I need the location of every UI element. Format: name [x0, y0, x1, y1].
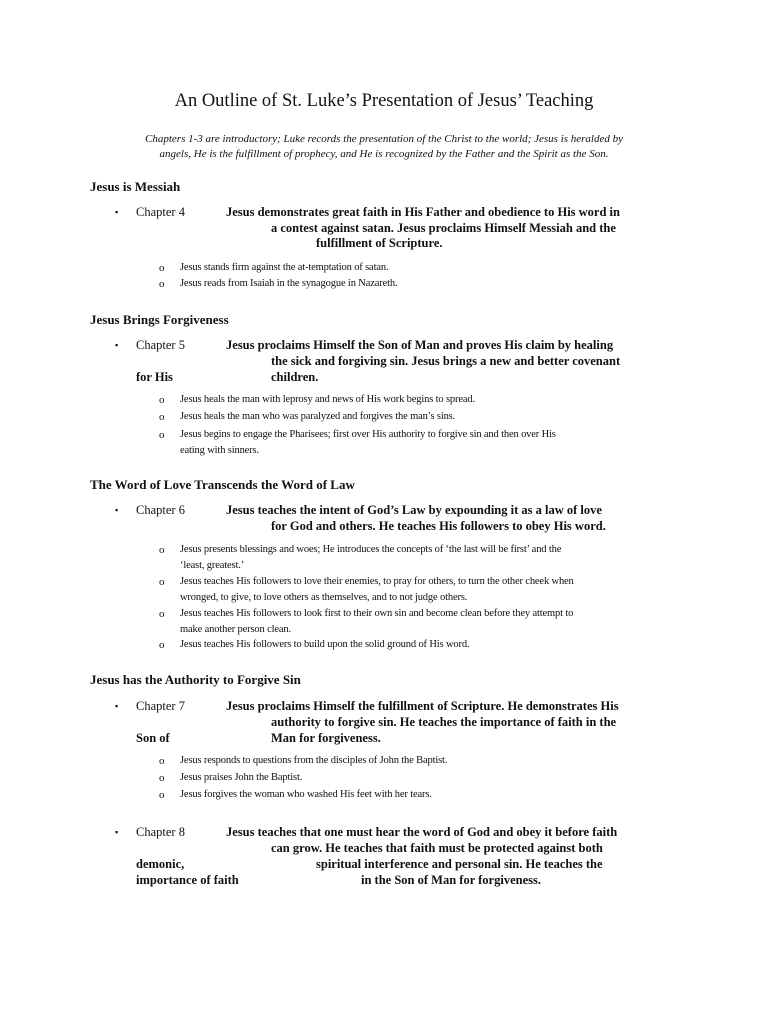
chapter-label: Chapter 8: [136, 825, 185, 839]
sub-bullet-icon: o: [159, 576, 165, 588]
sub-bullet-icon: o: [159, 544, 165, 556]
list-item: Jesus teaches His followers to build upon the solid ground of His word.: [180, 639, 470, 650]
sub-bullet-icon: o: [159, 429, 165, 441]
bullet-icon: ▪: [115, 505, 119, 515]
sub-bullet-icon: o: [159, 755, 165, 767]
chapter-summary-line: Jesus demonstrates great faith in His Father and obedience to His word in: [226, 205, 620, 219]
chapter-summary-line: fulfillment of Scripture.: [316, 236, 443, 250]
list-item: Jesus begins to engage the Pharisees; first over His authority to forgive sin and then over His: [180, 429, 556, 440]
section-heading-messiah: Jesus is Messiah: [90, 179, 181, 194]
sub-bullet-icon: o: [159, 608, 165, 620]
sub-bullet-icon: o: [159, 772, 165, 784]
sub-bullet-icon: o: [159, 394, 165, 406]
bullet-icon: ▪: [115, 340, 119, 350]
sub-bullet-icon: o: [159, 639, 165, 651]
list-item-continuation: ‘least, greatest.’: [180, 560, 245, 571]
chapter-summary-line: authority to forgive sin. He teaches the importance of faith in the: [271, 715, 617, 729]
list-item: Jesus heals the man who was paralyzed and forgives the man’s sins.: [180, 411, 456, 422]
bullet-icon: ▪: [115, 827, 119, 837]
chapter-label: Chapter 4: [136, 205, 185, 219]
document-title: An Outline of St. Luke’s Presentation of Jesus’ Teaching: [174, 91, 594, 111]
list-item: Jesus stands firm against the at-temptation of satan.: [180, 262, 389, 273]
list-item-continuation: eating with sinners.: [180, 445, 259, 456]
chapter-summary-line: can grow. He teaches that faith must be protected against both: [271, 841, 603, 855]
list-item: Jesus presents blessings and woes; He introduces the concepts of ‘the last will be first’ and the: [180, 544, 562, 555]
chapter-summary-line: Jesus teaches the intent of God’s Law by expounding it as a law of love: [226, 503, 602, 517]
list-item: Jesus forgives the woman who washed His feet with her tears.: [180, 789, 432, 800]
chapter-summary-line: Son of: [136, 731, 170, 745]
list-item: Jesus reads from Isaiah in the synagogue in Nazareth.: [180, 278, 398, 289]
chapter-summary-line: the sick and forgiving sin. Jesus brings a new and better covenant: [271, 354, 621, 368]
intro-line-1: Chapters 1-3 are introductory; Luke records the presentation of the Christ to the world; Jesus is heralded by: [145, 133, 623, 145]
sub-bullet-icon: o: [159, 789, 165, 801]
section-heading-word-of-love: The Word of Love Transcends the Word of Law: [90, 477, 355, 492]
chapter-summary-line: in the Son of Man for forgiveness.: [361, 873, 541, 887]
chapter-summary-line: for His: [136, 370, 173, 384]
chapter-summary-line: Jesus proclaims Himself the fulfillment of Scripture. He demonstrates His: [226, 699, 619, 713]
chapter-label: Chapter 5: [136, 338, 185, 352]
chapter-summary-line: Jesus teaches that one must hear the word of God and obey it before faith: [226, 825, 618, 839]
chapter-label: Chapter 7: [136, 699, 185, 713]
chapter-summary-line: for God and others. He teaches His followers to obey His word.: [271, 519, 606, 533]
chapter-summary-line: children.: [271, 370, 319, 384]
sub-bullet-icon: o: [159, 411, 165, 423]
chapter-summary-line: demonic,: [136, 857, 185, 871]
bullet-icon: ▪: [115, 207, 119, 217]
sub-bullet-icon: o: [159, 262, 165, 274]
section-heading-authority: Jesus has the Authority to Forgive Sin: [90, 672, 301, 687]
chapter-summary-line: Man for forgiveness.: [271, 731, 381, 745]
section-heading-forgiveness: Jesus Brings Forgiveness: [90, 312, 229, 327]
chapter-summary-line: a contest against satan. Jesus proclaims Himself Messiah and the: [271, 221, 616, 235]
list-item-continuation: make another person clean.: [180, 624, 291, 635]
sub-bullet-icon: o: [159, 278, 165, 290]
chapter-summary-line: importance of faith: [136, 873, 239, 887]
list-item: Jesus praises John the Baptist.: [180, 772, 303, 783]
list-item: Jesus heals the man with leprosy and news of His work begins to spread.: [180, 394, 475, 405]
chapter-summary-line: Jesus proclaims Himself the Son of Man and proves His claim by healing: [226, 338, 614, 352]
intro-line-2: angels, He is the fulfillment of prophecy, and He is recognized by the Father and the Spirit as the Son.: [159, 148, 609, 160]
chapter-summary-line: spiritual interference and personal sin. He teaches the: [316, 857, 603, 871]
bullet-icon: ▪: [115, 701, 119, 711]
list-item: Jesus teaches His followers to look first to their own sin and become clean before they attempt to: [180, 608, 574, 619]
list-item: Jesus teaches His followers to love their enemies, to pray for others, to turn the other cheek when: [180, 576, 574, 587]
list-item: Jesus responds to questions from the disciples of John the Baptist.: [180, 755, 448, 766]
chapter-label: Chapter 6: [136, 503, 185, 517]
list-item-continuation: wronged, to give, to love others as themselves, and to not judge others.: [180, 592, 468, 603]
